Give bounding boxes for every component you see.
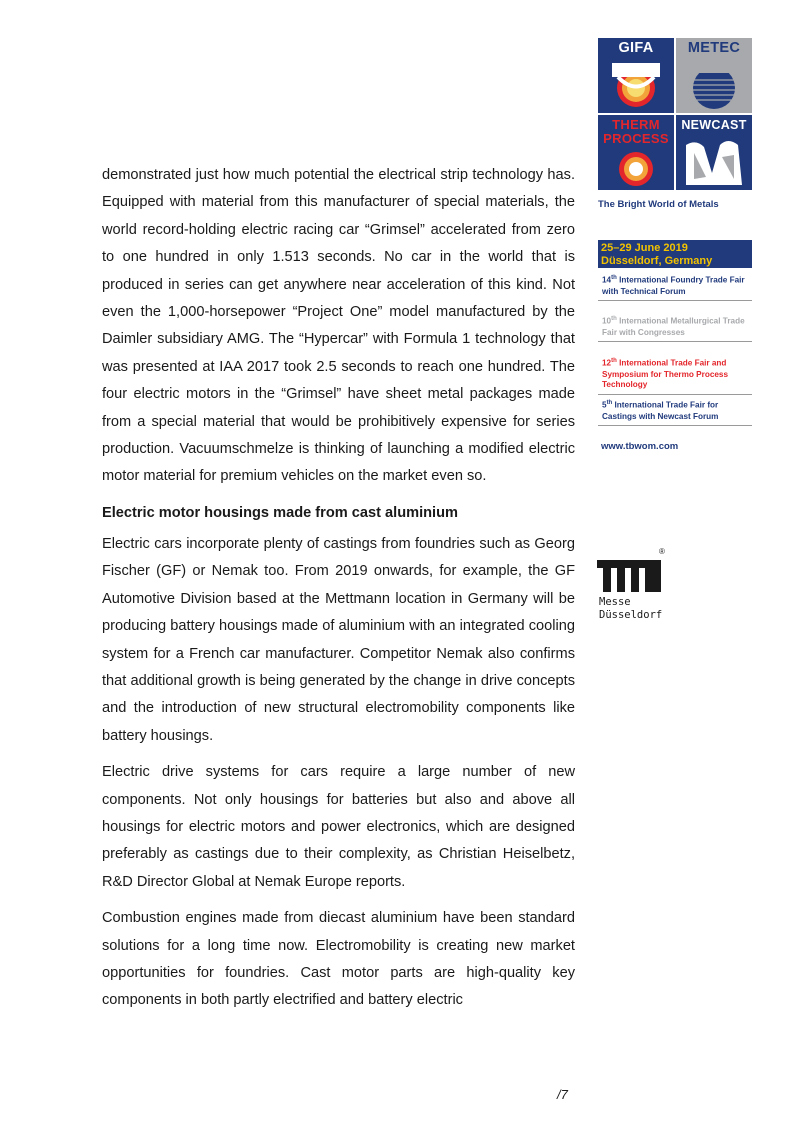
therm-label-line1: THERM xyxy=(612,117,660,132)
fair-ordinal: 14 xyxy=(602,275,612,285)
newcast-casting-icon xyxy=(676,115,752,190)
fair-ordinal: 5 xyxy=(602,400,607,410)
messe-duesseldorf-wordmark xyxy=(599,596,662,621)
trade-fair-logo xyxy=(598,38,752,190)
gifa-logo-tile xyxy=(598,38,674,113)
fair-newcast-description: 5th International Trade Fair for Castings with Newcast Forum xyxy=(598,395,752,426)
fair-text: International Trade Fair and Symposium for Thermo Process Technology xyxy=(602,358,729,390)
messe-line1: Messe xyxy=(599,596,631,608)
article-body xyxy=(102,162,575,1024)
metec-logo-tile xyxy=(676,38,752,113)
gifa-ladle-icon xyxy=(598,38,674,113)
fair-text: International Metallurgical Trade Fair with Congresses xyxy=(602,316,745,337)
messe-line2: Düsseldorf xyxy=(599,608,663,621)
event-date-box xyxy=(598,240,752,268)
tagline: The Bright World of Metals xyxy=(598,199,719,210)
thermprocess-logo-tile xyxy=(598,115,674,190)
newcast-label: NEWCAST xyxy=(681,118,747,132)
section-heading: Electric motor housings made from cast aluminium xyxy=(102,504,459,521)
fair-gifa-description: 14th International Foundry Trade Fair with Technical Forum xyxy=(598,270,752,301)
website-link[interactable]: www.tbwom.com xyxy=(601,441,679,452)
registered-mark: ® xyxy=(659,547,665,556)
fair-text: International Trade Fair for Castings with Newcast Forum xyxy=(602,400,719,421)
thermprocess-flame-icon xyxy=(598,115,674,190)
fair-thermprocess-description: 12th International Trade Fair and Symposium for Thermo Process Technology xyxy=(598,353,752,395)
metec-label: METEC xyxy=(687,40,741,56)
newcast-logo-tile xyxy=(676,115,752,190)
gifa-label: GIFA xyxy=(618,40,654,56)
paragraph-2: Electric cars incorporate plenty of castings from foundries such as Georg Fischer (GF) or Nemak too. From 2019 onwards, for example, the GF Automotive Division based at the Mettmann location in Germany will be producing battery housings made of aluminium with an integrated cooling system for a French car manufacturer. Competitor Nemak also confirms that additional growth is being generated by the change in drive concepts and the introduction of new structural electromobility components like battery housings. xyxy=(102,535,575,744)
fair-ordinal: 12 xyxy=(602,358,612,368)
fair-text: International Foundry Trade Fair with Technical Forum xyxy=(602,275,745,296)
event-dates: 25–29 June 2019 xyxy=(601,242,688,254)
event-location: Düsseldorf, Germany xyxy=(601,254,713,267)
metec-globe-icon xyxy=(676,38,752,113)
page-number: /7 xyxy=(557,1087,568,1102)
paragraph-1: demonstrated just how much potential the electrical strip technology has. Equipped with material from this manufacturer of special materials, the world record-holding electric racing car “Grimsel” accelerated from zero to one hundred in only 1.513 seconds. No car in the world that is produced in series can get anywhere near acceleration of this kind. Not even the 1,000-horsepower “Project One” model manufactured by the Daimler subsidiary AMG. The “Hypercar” with Formula 1 technology that was presented at IAA 2017 took 2.5 seconds to reach one hundred. The four electric motors in the “Grimsel” have sheet metal packages made from a special material that would be prohibitively expensive for series production. Vacuumschmelze is thinking of launching a modified electric motor material for premium vehicles on the market even so. xyxy=(102,167,575,485)
fair-metec-description: 10th International Metallurgical Trade Fair with Congresses xyxy=(598,311,752,342)
therm-label-line2: PROCESS xyxy=(603,131,669,146)
paragraph-3: Electric drive systems for cars require a large number of new components. Not only housings for batteries but also and above all housings for electric motors and power electronics, which are designed preferably as castings due to their complexity, as Christian Heiselbetz, R&D Director Global at Nemak Europe reports. xyxy=(102,764,575,890)
fair-ordinal: 10 xyxy=(602,316,612,326)
paragraph-4: Combustion engines made from diecast aluminium have been standard solutions for a long time now. Electromobility is creating new market opportunities for foundries. Cast motor parts are high-quality key components in both partly electrified and battery electric xyxy=(102,910,575,1009)
